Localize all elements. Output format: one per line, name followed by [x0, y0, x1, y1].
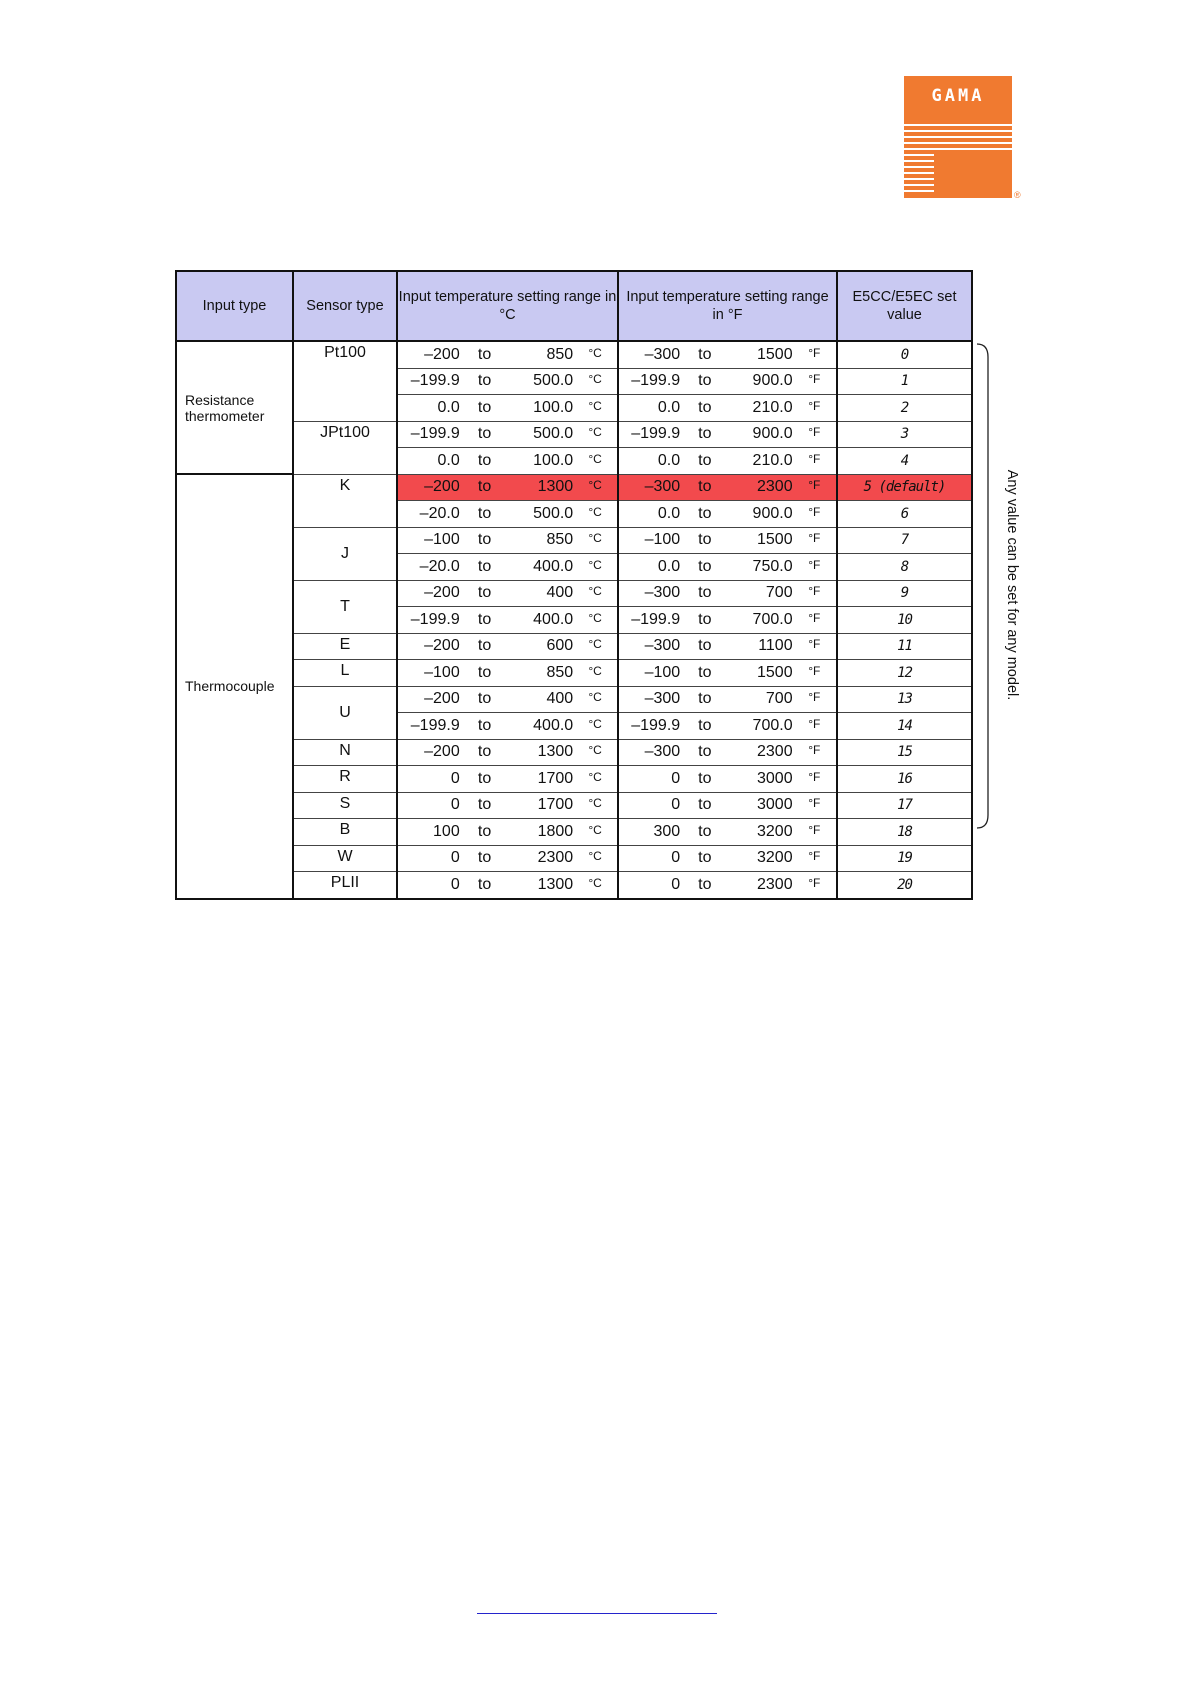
range-fahrenheit-unit: °F: [808, 504, 821, 519]
range-fahrenheit-low: 0.0: [657, 557, 681, 575]
sensor-k: K: [293, 474, 397, 527]
range-fahrenheit-low: –100: [644, 663, 681, 681]
range-fahrenheit-high: 900.0: [752, 372, 793, 390]
set-value: 16: [897, 770, 912, 787]
range-celsius-unit: °C: [588, 345, 602, 360]
header-input-type: Input type: [176, 271, 293, 341]
range-celsius-high: 400.0: [533, 610, 574, 628]
range-fahrenheit: [618, 395, 837, 422]
logo-stripes: [904, 122, 1012, 198]
range-celsius-to: to: [477, 716, 492, 734]
range-fahrenheit-high: 3200: [757, 849, 793, 867]
range-celsius-unit: °C: [588, 610, 602, 625]
range-celsius-low: –200: [424, 743, 460, 761]
range-celsius-unit: °C: [588, 398, 602, 413]
range-fahrenheit: [618, 474, 837, 501]
range-fahrenheit: [618, 819, 837, 846]
set-value-cell: [837, 448, 972, 475]
range-fahrenheit-unit: °F: [808, 822, 821, 837]
range-fahrenheit-low: 0: [671, 769, 681, 787]
range-fahrenheit: [618, 421, 837, 448]
range-fahrenheit-low: –199.9: [631, 716, 681, 734]
range-celsius-low: 0: [450, 769, 460, 787]
range-celsius-to: to: [477, 478, 492, 496]
range-celsius-unit: °C: [588, 743, 602, 758]
range-fahrenheit-high: 900.0: [752, 425, 793, 443]
header-range-fahrenheit: Input temperature setting range in °F: [618, 271, 837, 341]
range-fahrenheit-high: 700.0: [752, 610, 793, 628]
range-fahrenheit-low: 0: [671, 849, 681, 867]
range-fahrenheit-unit: °F: [808, 796, 821, 811]
sensor-s: S: [293, 792, 397, 819]
header-sensor-type: Sensor type: [293, 271, 397, 341]
range-fahrenheit-to: to: [698, 584, 712, 602]
range-celsius: [397, 395, 618, 422]
set-value-cell: [837, 474, 972, 501]
table-row: [176, 766, 972, 793]
range-fahrenheit-low: 0.0: [657, 451, 681, 469]
range-fahrenheit: [618, 660, 837, 687]
range-fahrenheit-high: 2300: [757, 478, 793, 496]
range-fahrenheit: [618, 501, 837, 528]
table-body: [176, 341, 972, 899]
range-celsius-to: to: [477, 610, 492, 628]
range-celsius-unit: °C: [588, 663, 602, 678]
range-fahrenheit-to: to: [698, 690, 712, 708]
sensor-r: R: [293, 766, 397, 793]
sensor-b: B: [293, 819, 397, 846]
range-fahrenheit-high: 700: [765, 690, 793, 708]
range-celsius-unit: °C: [588, 478, 602, 493]
range-celsius-unit: °C: [588, 372, 602, 387]
range-celsius: [397, 633, 618, 660]
sensor-t: T: [293, 580, 397, 633]
range-celsius-high: 850: [546, 531, 574, 549]
range-fahrenheit-to: to: [698, 478, 712, 496]
range-fahrenheit-unit: °F: [808, 398, 821, 413]
set-value: 17: [897, 797, 912, 814]
range-fahrenheit-low: –199.9: [631, 372, 681, 390]
range-celsius-to: to: [477, 822, 492, 840]
range-celsius-to: to: [477, 451, 492, 469]
range-fahrenheit-low: 300: [653, 822, 681, 840]
range-fahrenheit-unit: °F: [808, 478, 821, 493]
range-celsius-to: to: [477, 584, 492, 602]
range-fahrenheit: [618, 766, 837, 793]
table-row: [176, 845, 972, 872]
range-fahrenheit-to: to: [698, 849, 712, 867]
range-fahrenheit-unit: °F: [808, 372, 821, 387]
range-celsius-high: 1300: [537, 478, 574, 496]
table-row: [176, 819, 972, 846]
range-fahrenheit-to: to: [698, 372, 712, 390]
range-celsius-high: 400.0: [533, 716, 574, 734]
range-celsius-low: 0.0: [437, 451, 460, 469]
set-value-cell: [837, 660, 972, 687]
range-celsius: [397, 819, 618, 846]
sensor-input-table: [175, 270, 973, 900]
range-fahrenheit-high: 700: [765, 584, 793, 602]
range-celsius-low: –199.9: [410, 372, 460, 390]
range-fahrenheit: [618, 713, 837, 740]
range-celsius: [397, 527, 618, 554]
sensor-jpt100: JPt100: [293, 421, 397, 474]
set-value: 2: [900, 399, 909, 416]
range-fahrenheit-high: 2300: [757, 875, 793, 893]
set-value-cell: [837, 845, 972, 872]
set-value: 14: [897, 717, 912, 734]
range-celsius-high: 400.0: [533, 557, 574, 575]
range-fahrenheit: [618, 792, 837, 819]
range-fahrenheit-to: to: [698, 398, 712, 416]
set-value-cell: [837, 527, 972, 554]
range-celsius-to: to: [477, 849, 492, 867]
range-celsius: [397, 501, 618, 528]
range-fahrenheit-to: to: [698, 610, 712, 628]
range-celsius-high: 1300: [537, 875, 574, 893]
set-value: 3: [900, 426, 909, 443]
range-fahrenheit-low: 0.0: [657, 504, 681, 522]
range-fahrenheit: [618, 580, 837, 607]
set-value-cell: [837, 766, 972, 793]
range-fahrenheit-low: –300: [644, 743, 681, 761]
range-celsius-low: –199.9: [410, 716, 460, 734]
range-fahrenheit-low: –300: [644, 584, 681, 602]
range-fahrenheit-high: 3000: [757, 769, 793, 787]
range-celsius-unit: °C: [588, 451, 602, 466]
range-fahrenheit-unit: °F: [808, 690, 821, 705]
range-fahrenheit-unit: °F: [808, 451, 821, 466]
range-celsius: [397, 713, 618, 740]
table-header-row: [176, 271, 972, 341]
range-fahrenheit: [618, 448, 837, 475]
set-value: 10: [897, 611, 912, 628]
range-celsius-to: to: [477, 743, 492, 761]
range-celsius-unit: °C: [588, 637, 602, 652]
range-celsius-high: 2300: [537, 849, 574, 867]
range-celsius-to: to: [477, 875, 492, 893]
range-fahrenheit-high: 210.0: [752, 398, 793, 416]
set-value: 9: [900, 585, 909, 602]
range-celsius-high: 1700: [537, 769, 574, 787]
range-celsius: [397, 474, 618, 501]
registered-mark: ®: [1014, 190, 1021, 200]
range-celsius-high: 500.0: [533, 425, 574, 443]
note-text: Any value can be set for any model.: [1004, 469, 1020, 701]
range-celsius-high: 100.0: [533, 398, 574, 416]
range-celsius: [397, 341, 618, 368]
table-row: [176, 527, 972, 554]
input-type-thermocouple: Thermocouple: [176, 474, 293, 899]
range-celsius-unit: °C: [588, 796, 602, 811]
range-fahrenheit-to: to: [698, 663, 712, 681]
range-fahrenheit-low: –199.9: [631, 425, 681, 443]
range-celsius: [397, 607, 618, 634]
range-fahrenheit: [618, 633, 837, 660]
set-value-cell: [837, 686, 972, 713]
range-celsius: [397, 739, 618, 766]
set-value-cell: [837, 501, 972, 528]
sensor-l: L: [293, 660, 397, 687]
range-fahrenheit-low: –300: [644, 478, 681, 496]
table-row: [176, 872, 972, 899]
range-fahrenheit: [618, 872, 837, 899]
set-value: 11: [897, 638, 912, 655]
range-fahrenheit-low: –199.9: [631, 610, 681, 628]
range-fahrenheit-high: 1100: [758, 637, 793, 655]
set-value-cell: [837, 872, 972, 899]
table-row: [176, 686, 972, 713]
sensor-e: E: [293, 633, 397, 660]
range-fahrenheit-unit: °F: [808, 716, 821, 731]
range-fahrenheit-low: 0: [671, 796, 681, 814]
range-fahrenheit: [618, 607, 837, 634]
range-fahrenheit-unit: °F: [808, 531, 821, 546]
range-fahrenheit-unit: °F: [808, 663, 821, 678]
range-fahrenheit: [618, 686, 837, 713]
range-celsius-low: –200: [424, 478, 460, 496]
range-celsius-unit: °C: [588, 690, 602, 705]
range-fahrenheit-to: to: [698, 557, 712, 575]
table-row: [176, 580, 972, 607]
range-celsius: [397, 448, 618, 475]
set-value: 20: [897, 876, 912, 893]
range-celsius: [397, 368, 618, 395]
sensor-w: W: [293, 845, 397, 872]
set-value: 1: [900, 373, 909, 390]
range-fahrenheit-high: 1500: [757, 345, 793, 363]
range-fahrenheit-unit: °F: [808, 769, 821, 784]
set-value-cell: [837, 580, 972, 607]
range-celsius-to: to: [477, 425, 492, 443]
right-brace-bracket: [976, 343, 998, 829]
range-celsius-high: 1300: [537, 743, 574, 761]
range-fahrenheit: [618, 368, 837, 395]
range-celsius-low: 0: [450, 849, 460, 867]
table-row: [176, 739, 972, 766]
range-fahrenheit-unit: °F: [808, 584, 821, 599]
range-celsius: [397, 686, 618, 713]
set-value: 18: [897, 823, 912, 840]
range-fahrenheit-high: 1500: [757, 663, 793, 681]
range-celsius: [397, 845, 618, 872]
range-fahrenheit-unit: °F: [808, 557, 821, 572]
range-celsius-low: 100: [433, 822, 460, 840]
range-celsius-low: 0: [450, 796, 460, 814]
set-value: 6: [900, 505, 909, 522]
range-celsius-to: to: [477, 769, 492, 787]
sensor-u: U: [293, 686, 397, 739]
range-celsius-low: –200: [424, 584, 460, 602]
range-fahrenheit: [618, 845, 837, 872]
range-fahrenheit-low: 0: [671, 875, 681, 893]
range-fahrenheit-to: to: [698, 743, 712, 761]
header-range-celsius: Input temperature setting range in °C: [397, 271, 618, 341]
range-fahrenheit-to: to: [698, 822, 712, 840]
range-fahrenheit-high: 2300: [757, 743, 793, 761]
range-celsius-low: –100: [424, 663, 460, 681]
range-celsius-high: 500.0: [533, 372, 574, 390]
range-fahrenheit: [618, 527, 837, 554]
range-celsius-to: to: [477, 637, 492, 655]
range-celsius-low: –200: [424, 637, 460, 655]
range-celsius-high: 850: [546, 345, 574, 363]
range-celsius: [397, 872, 618, 899]
range-celsius-to: to: [477, 531, 492, 549]
range-celsius-high: 1800: [537, 822, 574, 840]
set-value-cell: [837, 554, 972, 581]
range-fahrenheit-to: to: [698, 531, 712, 549]
range-celsius-low: –200: [424, 345, 460, 363]
footer-link-underline[interactable]: [477, 1613, 717, 1614]
sensor-pt100: Pt100: [293, 341, 397, 421]
range-fahrenheit: [618, 341, 837, 368]
range-celsius-high: 850: [546, 663, 574, 681]
range-fahrenheit-unit: °F: [808, 743, 821, 758]
range-celsius-unit: °C: [588, 875, 602, 890]
range-fahrenheit-high: 3200: [757, 822, 793, 840]
set-value-cell: [837, 368, 972, 395]
set-value: 8: [900, 558, 909, 575]
range-celsius-to: to: [477, 504, 492, 522]
sensor-n: N: [293, 739, 397, 766]
range-fahrenheit-high: 1500: [757, 531, 793, 549]
range-fahrenheit-to: to: [698, 451, 712, 469]
range-fahrenheit-to: to: [698, 425, 712, 443]
range-fahrenheit-unit: °F: [808, 425, 821, 440]
range-celsius: [397, 792, 618, 819]
range-fahrenheit-high: 3000: [757, 796, 793, 814]
range-fahrenheit-unit: °F: [808, 610, 821, 625]
sensor-plii: PLII: [293, 872, 397, 899]
range-fahrenheit-unit: °F: [808, 849, 821, 864]
set-value-cell: [837, 607, 972, 634]
set-value-cell: [837, 713, 972, 740]
set-value-cell: [837, 739, 972, 766]
logo-wordmark: GAMA: [931, 86, 985, 106]
range-fahrenheit-low: 0.0: [657, 398, 681, 416]
set-value-cell: [837, 633, 972, 660]
set-value-cell: [837, 819, 972, 846]
range-fahrenheit-high: 700.0: [752, 716, 793, 734]
range-fahrenheit-low: –300: [644, 345, 681, 363]
range-celsius-high: 100.0: [533, 451, 574, 469]
table-row: [176, 421, 972, 448]
range-celsius-to: to: [477, 557, 492, 575]
sensor-j: J: [293, 527, 397, 580]
range-celsius-high: 600: [546, 637, 574, 655]
set-value: 13: [897, 691, 912, 708]
set-value-cell: [837, 395, 972, 422]
range-fahrenheit-high: 900.0: [752, 504, 793, 522]
range-celsius-unit: °C: [588, 504, 602, 519]
set-value-cell: [837, 421, 972, 448]
range-celsius-high: 400: [546, 690, 574, 708]
range-celsius-unit: °C: [588, 557, 602, 572]
set-value: 4: [900, 452, 909, 469]
range-celsius-to: to: [477, 372, 492, 390]
range-fahrenheit-unit: °F: [808, 637, 821, 652]
table-row: [176, 633, 972, 660]
range-celsius-high: 500.0: [533, 504, 574, 522]
range-celsius-low: –20.0: [419, 557, 460, 575]
range-fahrenheit-to: to: [698, 345, 712, 363]
range-celsius: [397, 554, 618, 581]
set-value: 12: [897, 664, 912, 681]
range-celsius-unit: °C: [588, 425, 602, 440]
range-celsius: [397, 421, 618, 448]
range-fahrenheit-to: to: [698, 796, 712, 814]
range-fahrenheit-to: to: [698, 637, 712, 655]
range-fahrenheit-high: 750.0: [752, 557, 793, 575]
range-celsius-to: to: [477, 796, 492, 814]
gama-logo: [904, 76, 1012, 198]
range-fahrenheit: [618, 554, 837, 581]
range-fahrenheit-to: to: [698, 504, 712, 522]
range-celsius: [397, 660, 618, 687]
range-celsius-unit: °C: [588, 769, 602, 784]
range-celsius-low: 0.0: [437, 398, 460, 416]
range-fahrenheit-low: –300: [644, 690, 681, 708]
range-celsius-low: –100: [424, 531, 460, 549]
set-value-cell: [837, 341, 972, 368]
table-row: [176, 792, 972, 819]
set-value: 19: [897, 850, 912, 867]
header-set-value: E5CC/E5EC set value: [837, 271, 972, 341]
table-row: [176, 660, 972, 687]
range-celsius-to: to: [477, 663, 492, 681]
range-celsius-low: –199.9: [410, 425, 460, 443]
range-fahrenheit-to: to: [698, 716, 712, 734]
range-celsius-unit: °C: [588, 716, 602, 731]
range-fahrenheit-high: 210.0: [752, 451, 793, 469]
range-celsius-low: –199.9: [410, 610, 460, 628]
range-celsius-high: 400: [546, 584, 574, 602]
range-celsius-high: 1700: [537, 796, 574, 814]
range-celsius-to: to: [477, 398, 492, 416]
range-celsius-low: –20.0: [419, 504, 460, 522]
range-celsius: [397, 766, 618, 793]
set-value: 5 (default): [863, 479, 946, 496]
set-value: 0: [900, 346, 909, 363]
range-fahrenheit-unit: °F: [808, 345, 821, 360]
range-celsius-unit: °C: [588, 531, 602, 546]
range-fahrenheit-low: –100: [644, 531, 681, 549]
set-value: 7: [900, 532, 909, 549]
input-type-resistance: Resistance thermometer: [176, 341, 293, 474]
range-celsius: [397, 580, 618, 607]
range-celsius-low: 0: [450, 875, 460, 893]
set-value: 15: [897, 744, 912, 761]
range-fahrenheit-unit: °F: [808, 875, 821, 890]
range-fahrenheit-low: –300: [644, 637, 681, 655]
range-fahrenheit-to: to: [698, 875, 712, 893]
range-celsius-unit: °C: [588, 584, 602, 599]
range-celsius-unit: °C: [588, 849, 602, 864]
set-value-cell: [837, 792, 972, 819]
table-row: [176, 341, 972, 368]
range-celsius-unit: °C: [588, 822, 602, 837]
table-row-default: [176, 474, 972, 501]
range-fahrenheit: [618, 739, 837, 766]
range-celsius-to: to: [477, 690, 492, 708]
range-fahrenheit-to: to: [698, 769, 712, 787]
range-celsius-to: to: [477, 345, 492, 363]
range-celsius-low: –200: [424, 690, 460, 708]
